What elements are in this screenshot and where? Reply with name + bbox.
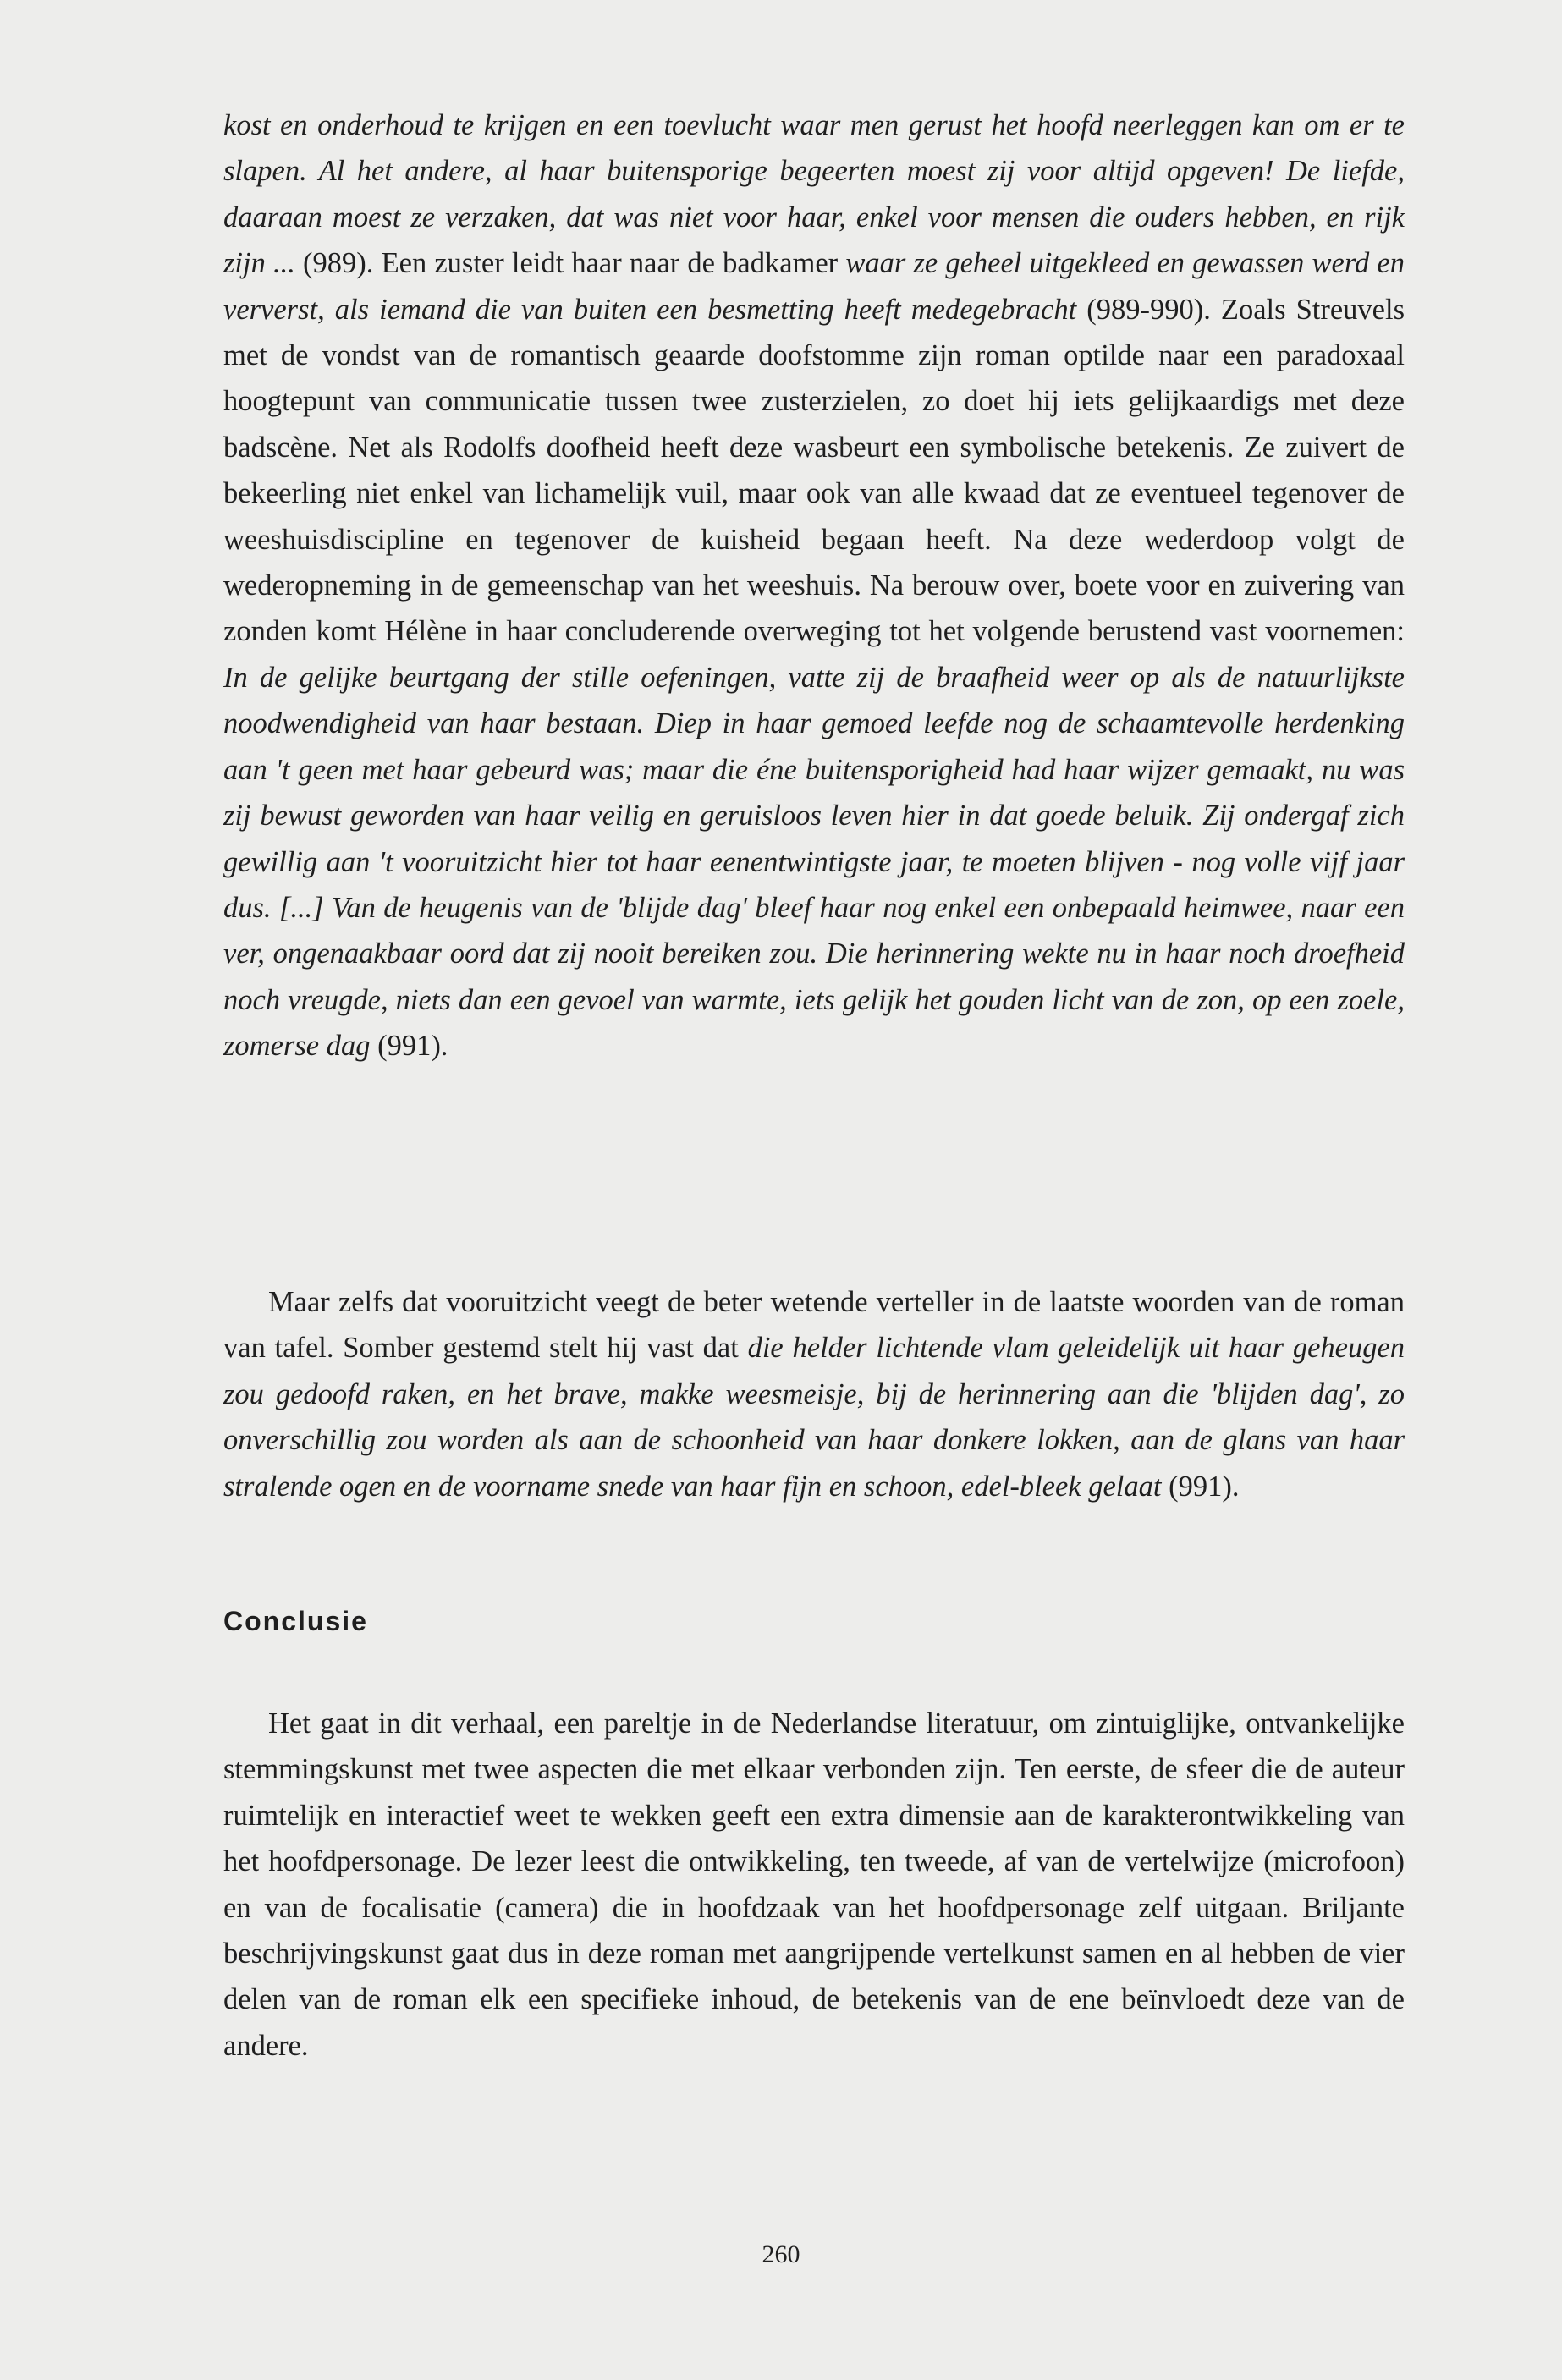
section-heading: Conclusie — [223, 1606, 368, 1636]
page-number: 260 — [762, 2240, 800, 2268]
italic-quote: In de gelijke beurtgang der stille oefeningen, vatte zij de braafheid weer op als de natuurlijkste noodwendigheid van haar bestaan. Diep in haar gemoed leefde nog de schaamtevolle herdenking aan 't geen met haar gebeurd was; maar die éne buitensporigheid had haar wijzer gemaakt, nu was zij bewust geworden van haar veilig en geruisloos leven hier in dat goede beluik. Zij ondergaf zich gewillig aan 't vooruitzicht hier tot haar eenentwintigste jaar, te moeten blijven - nog volle vijf jaar dus. [...] Van de heugenis van de 'blijde dag' bleef haar nog enkel een onbepaald heimwee, naar een ver, ongenaakbaar oord dat zij nooit bereiken zou. Die herinnering wekte nu in haar noch droefheid noch vreugde, niets dan een gevoel van warmte, iets gelijk het gouden licht van de zon, op een zoele, zomerse dag — [223, 661, 1405, 1063]
text-run: Het gaat in dit verhaal, een pareltje in de Nederlandse literatuur, om zintuiglijke, ontvankelijke stemmingskunst met twee aspecten die met elkaar verbonden zijn. Ten eerste, de sfeer die de auteur ruimtelijk en interactief weet te wekken geeft een extra dimensie aan de karakterontwikkeling van het hoofdpersonage. De lezer leest die ontwikkeling, ten tweede, af van de vertelwijze (microfoon) en van de focalisatie (camera) die in hoofdzaak van het hoofdpersonage zelf uitgaan. Briljante beschrijvingskunst gaat dus in deze roman met aangrijpende vertelkunst samen en al hebben de vier delen van de roman elk een specifieke inhoud, de betekenis van de ene beïnvloedt deze van de andere. — [223, 1707, 1405, 2062]
paragraph-conclusion — [223, 1701, 1405, 2069]
italic-quote: die helder lichtende vlam geleidelijk uit haar geheugen zou gedoofd raken, en het brave, makke weesmeisje, bij de herinnering aan die 'blijden dag', zo onverschillig zou worden als aan de schoonheid van haar donkere lokken, aan de glans van haar stralende ogen en de voorname snede van haar fijn en schoon, edel-bleek gelaat — [223, 1332, 1405, 1503]
paragraph-body-2 — [223, 1279, 1405, 1509]
text-run: (991). — [1161, 1470, 1240, 1503]
italic-quote: waar ze geheel uitgekleed en gewassen werd en ververst, als iemand die van buiten een besmetting heeft medegebracht — [223, 247, 1405, 326]
text-run: (989). Een zuster leidt haar naar de badkamer — [294, 247, 846, 280]
text-run: (991). — [370, 1030, 448, 1063]
paragraph-body-1 — [223, 102, 1405, 1069]
text-run: (989-990). Zoals Streuvels met de vondst van de romantisch geaarde doofstomme zijn roman optilde naar een paradoxaal hoogtepunt van communicatie tussen twee zusterzielen, zo doet hij iets gelijkaardigs met deze badscène. Net als Rodolfs doofheid heeft deze wasbeurt een symbolische betekenis. Ze zuivert de bekeerling niet enkel van lichamelijk vuil, maar ook van alle kwaad dat ze eventueel tegenover de weeshuisdiscipline en tegenover de kuisheid begaan heeft. Na deze wederdoop volgt de wederopneming in de gemeenschap van het weeshuis. Na berouw over, boete voor en zuivering van zonden komt Hélène in haar concluderende overweging tot het volgende berustend vast voornemen: — [223, 293, 1405, 648]
text-run: Maar zelfs dat vooruitzicht veegt de beter wetende verteller in de laatste woorden van de roman van tafel. Somber gestemd stelt hij vast dat — [223, 1286, 1405, 1365]
italic-quote: kost en onderhoud te krijgen en een toevlucht waar men gerust het hoofd neerleggen kan om er te slapen. Al het andere, al haar buitensporige begeerten moest zij voor altijd opgeven! De liefde, daaraan moest ze verzaken, dat was niet voor haar, enkel voor mensen die ouders hebben, en rijk zijn ... — [223, 109, 1405, 280]
